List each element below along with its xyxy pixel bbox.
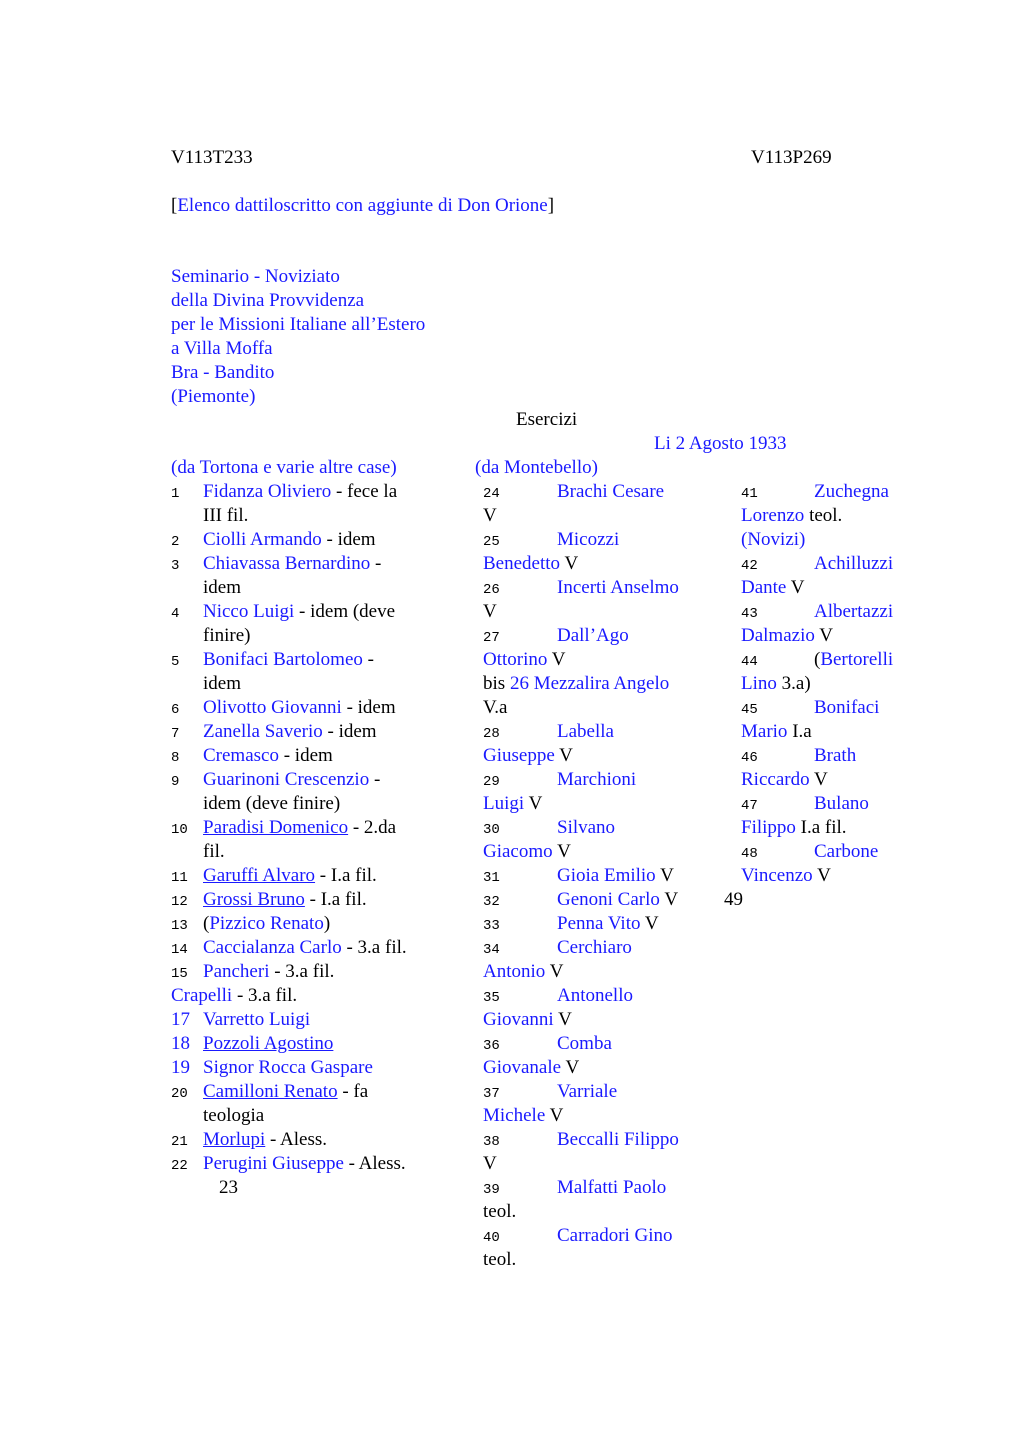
list-item-cont: Ottorino V <box>483 649 566 670</box>
list-item-cont: Riccardo V <box>741 769 828 790</box>
list-item: 11 Garuffi Alvaro - I.a fil. <box>171 865 377 886</box>
list-item-cont: Giuseppe V <box>483 745 573 766</box>
list-item-cont: teologia <box>203 1105 265 1126</box>
subtitle <box>171 194 554 218</box>
list-item-cont: fil. <box>203 841 225 862</box>
list-item: 13 (Pizzico Renato) <box>171 913 331 934</box>
list-item-cont: V <box>483 505 497 526</box>
list-item: 21 Morlupi - Aless. <box>171 1129 328 1150</box>
list-item-cont: idem <box>203 577 241 598</box>
list-item: 44 (Bertorelli <box>741 649 894 670</box>
list-item: 26 Incerti Anselmo <box>483 577 679 598</box>
list-item: 10 Paradisi Domenico - 2.da <box>171 817 397 838</box>
address-line: Bra - Bandito <box>171 362 275 383</box>
col2-heading: (da Montebello) <box>475 457 598 478</box>
list-item: 28 Labella <box>483 721 614 742</box>
list-item: 34 Cerchiaro <box>483 937 632 958</box>
address-line: della Divina Provvidenza <box>171 290 365 311</box>
col3-total: 49 <box>724 889 743 910</box>
list-item: 42 Achilluzzi <box>741 553 894 574</box>
list-item-cont: Vincenzo V <box>741 865 831 886</box>
list-item: 6 Olivotto Giovanni - idem <box>171 697 396 718</box>
list-item: 18 Pozzoli Agostino <box>171 1033 334 1054</box>
list-item-cont: finire) <box>203 625 251 646</box>
list-item: 17 Varretto Luigi <box>171 1009 311 1030</box>
address-line: a Villa Moffa <box>171 338 273 359</box>
list-item: 45 Bonifaci <box>741 697 880 718</box>
list-item: 30 Silvano <box>483 817 616 838</box>
novizi-label: (Novizi) <box>741 529 806 550</box>
list-item: 32 Genoni Carlo V <box>483 889 679 910</box>
list-item-cont: Antonio V <box>483 961 564 982</box>
col1-total: 23 <box>219 1177 238 1198</box>
bracket-close: ] <box>547 195 555 216</box>
list-item-cont: idem <box>203 673 241 694</box>
list-item: 15 Pancheri - 3.a fil. <box>171 961 335 982</box>
list-item: 35 Antonello <box>483 985 633 1006</box>
list-item-cont: Benedetto V <box>483 553 579 574</box>
list-item-cont: Mario I.a <box>741 721 812 742</box>
list-item-cont: Giovanale V <box>483 1057 580 1078</box>
list-item: 48 Carbone <box>741 841 879 862</box>
list-item-cont: Giacomo V <box>483 841 571 862</box>
list-item: 5 Bonifaci Bartolomeo - <box>171 649 374 670</box>
list-item-cont: teol. <box>483 1201 517 1222</box>
list-item: 20 Camilloni Renato - fa <box>171 1081 369 1102</box>
bracket-open: [ <box>171 195 178 216</box>
list-item: 22 Perugini Giuseppe - Aless. <box>171 1153 406 1174</box>
list-item: 40 Carradori Gino <box>483 1225 673 1246</box>
list-item: 3 Chiavassa Bernardino - <box>171 553 382 574</box>
doc-code-right: V113P269 <box>751 147 832 168</box>
list-item: 43 Albertazzi <box>741 601 894 622</box>
list-item: Crapelli - 3.a fil. <box>171 985 298 1006</box>
list-item-cont: idem (deve finire) <box>203 793 341 814</box>
list-item: 14 Caccialanza Carlo - 3.a fil. <box>171 937 407 958</box>
list-item-cont: V <box>483 1153 497 1174</box>
list-item: 39 Malfatti Paolo <box>483 1177 667 1198</box>
list-item-cont: Giovanni V <box>483 1009 572 1030</box>
list-item: 19 Signor Rocca Gaspare <box>171 1057 373 1078</box>
col1-heading: (da Tortona e varie altre case) <box>171 457 397 478</box>
list-item: 12 Grossi Bruno - I.a fil. <box>171 889 367 910</box>
list-item-cont: teol. <box>483 1249 517 1270</box>
list-item: 8 Cremasco - idem <box>171 745 333 766</box>
list-item-cont: Dalmazio V <box>741 625 833 646</box>
list-item: 25 Micozzi <box>483 529 620 550</box>
date-line: Li 2 Agosto 1933 <box>654 433 787 454</box>
list-item-cont: Filippo I.a fil. <box>741 817 847 838</box>
list-item-cont: Michele V <box>483 1105 564 1126</box>
list-item-cont: Lorenzo teol. <box>741 505 843 526</box>
list-item: 38 Beccalli Filippo <box>483 1129 679 1150</box>
list-item: 24 Brachi Cesare <box>483 481 665 502</box>
list-item: 41 Zuchegna <box>741 481 889 502</box>
address-line: Seminario - Noviziato <box>171 266 340 287</box>
list-item: 36 Comba <box>483 1033 612 1054</box>
list-item-cont: Luigi V <box>483 793 543 814</box>
list-item: 2 Ciolli Armando - idem <box>171 529 376 550</box>
address-line: per le Missioni Italiane all’Estero <box>171 314 426 335</box>
list-item: 4 Nicco Luigi - idem (deve <box>171 601 396 622</box>
doc-code-left: V113T233 <box>171 147 253 168</box>
list-item-cont: V.a <box>483 697 508 718</box>
list-item-cont: Dante V <box>741 577 805 598</box>
list-item: 1 Fidanza Oliviero - fece la <box>171 481 398 502</box>
list-item: 46 Brath <box>741 745 857 766</box>
list-item: 31 Gioia Emilio V <box>483 865 674 886</box>
list-item-cont: Lino 3.a) <box>741 673 811 694</box>
esercizi-title: Esercizi <box>516 409 578 430</box>
list-item: 7 Zanella Saverio - idem <box>171 721 377 742</box>
list-item: 47 Bulano <box>741 793 869 814</box>
list-item: 37 Varriale <box>483 1081 618 1102</box>
list-item-cont: V <box>483 601 497 622</box>
list-item: 29 Marchioni <box>483 769 637 790</box>
list-item: 33 Penna Vito V <box>483 913 659 934</box>
subtitle-text: Elenco dattiloscritto con aggiunte di Don Orione <box>177 195 548 216</box>
address-line: (Piemonte) <box>171 386 256 407</box>
list-item: 27 Dall’Ago <box>483 625 629 646</box>
list-item-cont: III fil. <box>203 505 249 526</box>
list-item: bis 26 Mezzalira Angelo <box>483 673 670 694</box>
list-item: 9 Guarinoni Crescenzio - <box>171 769 381 790</box>
